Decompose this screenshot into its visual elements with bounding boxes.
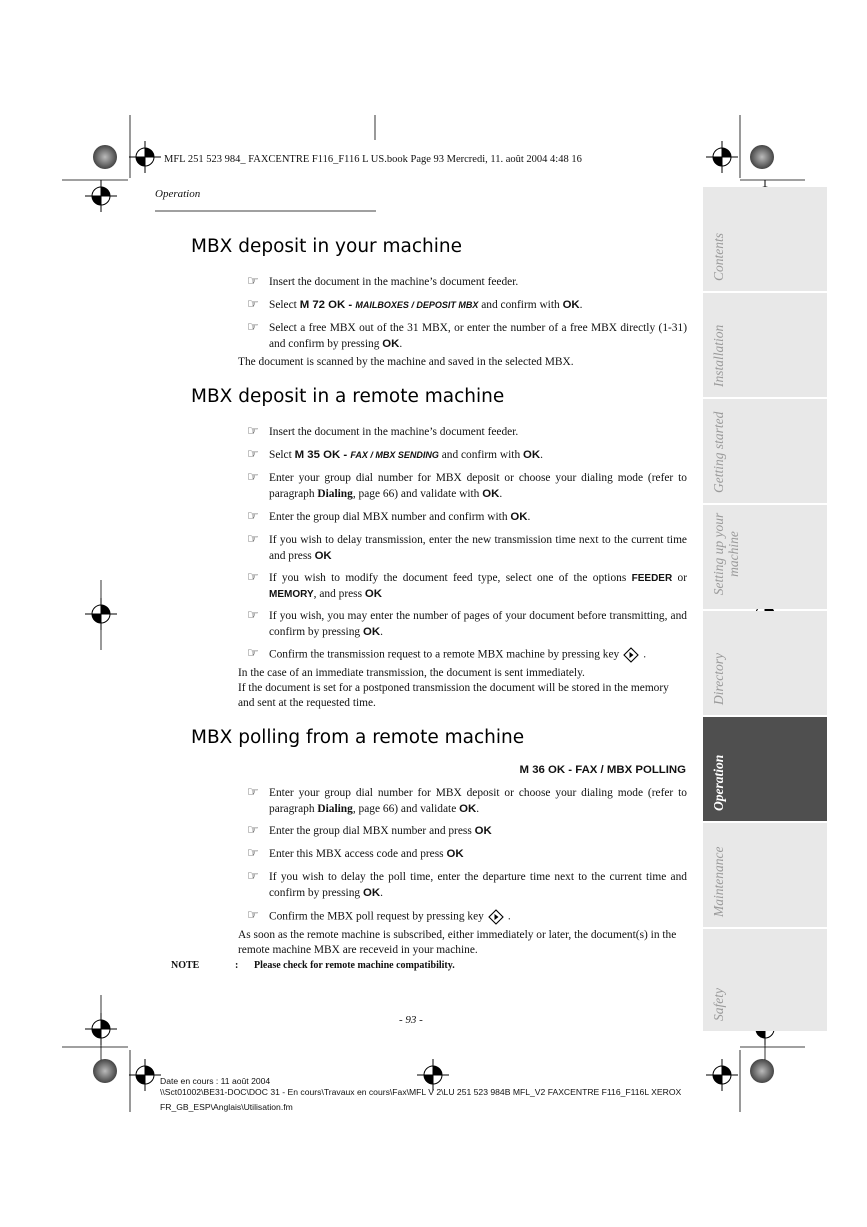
dialing-ref: Dialing — [317, 802, 353, 815]
step-text: . — [579, 299, 583, 311]
page-number: - 93 - — [399, 1014, 423, 1026]
start-key-icon — [623, 647, 639, 663]
tab-label: Setting up your machine — [711, 512, 741, 596]
pointing-hand-icon: ☞ — [247, 532, 259, 547]
ok-key: OK — [482, 487, 500, 500]
menu-code: M 35 OK - — [294, 449, 351, 461]
footer-file: FR_GB_ESP\Anglais\Utilisation.fm — [160, 1102, 293, 1112]
tab-getting-started[interactable] — [703, 399, 827, 503]
pointing-hand-icon: ☞ — [247, 447, 259, 462]
tab-maintenance[interactable] — [703, 823, 827, 927]
tab-label: Maintenance — [711, 846, 726, 917]
note-text: Please check for remote machine compatibility. — [254, 960, 455, 971]
ok-key: OK — [459, 802, 477, 815]
note-label: NOTE — [171, 960, 200, 971]
pointing-hand-icon: ☞ — [247, 608, 259, 623]
step-text: . — [507, 910, 511, 923]
ok-key: OK — [446, 848, 464, 860]
step-text: If you wish, you may enter the number of pages of your document before transmitting, and confirm by pressing — [269, 610, 687, 638]
tab-operation[interactable] — [703, 717, 827, 821]
tab-contents[interactable] — [703, 187, 827, 291]
pointing-hand-icon: ☞ — [247, 908, 259, 923]
tab-label: Safety — [711, 988, 726, 1021]
note-separator: : — [235, 960, 239, 971]
pointing-hand-icon: ☞ — [247, 297, 259, 312]
section-title: MBX deposit in a remote machine — [191, 386, 505, 407]
step-text: and confirm with — [478, 299, 563, 311]
step-text: Select a free MBX out of the 31 MBX, or enter the number of a free MBX directly (1-31) and confirm by pressing — [269, 322, 687, 350]
option-feeder: FEEDER — [631, 573, 673, 584]
step-text: . — [499, 487, 503, 500]
menu-path: MAILBOXES / DEPOSIT MBX — [355, 300, 479, 310]
step-text: or — [672, 572, 687, 584]
print-header: MFL 251 523 984_ FAXCENTRE F116_F116 L US.book Page 93 Mercredi, 11. août 2004 4:48 16 — [164, 154, 582, 165]
pointing-hand-icon: ☞ — [247, 823, 259, 838]
tab-safety[interactable] — [703, 929, 827, 1031]
ok-key: OK — [562, 299, 580, 311]
step-text: Enter this MBX access code and press — [269, 848, 447, 860]
ok-key: OK — [362, 886, 381, 899]
step-text: Enter the group dial MBX number and confirm with — [269, 511, 511, 523]
step-text: Enter your group dial number for MBX deposit or choose your dialing mode (refer to paragraph — [269, 472, 687, 500]
step-text: . — [476, 802, 480, 815]
section-title: MBX polling from a remote machine — [191, 727, 525, 748]
tab-label: Operation — [711, 754, 726, 811]
ok-key: OK — [474, 825, 492, 837]
step-text: Insert the document in the machine’s document feeder. — [269, 426, 519, 438]
pointing-hand-icon: ☞ — [247, 646, 259, 661]
step-text: , page 66) and validate — [352, 802, 460, 815]
tab-installation[interactable] — [703, 293, 827, 397]
ok-key: OK — [523, 449, 541, 461]
paragraph: If the document is set for a postponed transmission the document will be stored in the memory and sent at the requested time. — [238, 682, 669, 709]
step-text: Confirm the transmission request to a remote MBX machine by pressing key — [269, 648, 620, 661]
ok-key: OK — [364, 587, 382, 600]
tab-label: Getting started — [711, 411, 726, 493]
step-text: . — [399, 337, 403, 350]
menu-shortcut: M 36 OK - FAX / MBX POLLING — [519, 764, 686, 776]
option-memory: MEMORY — [269, 588, 314, 600]
pointing-hand-icon: ☞ — [247, 320, 259, 335]
paragraph: The document is scanned by the machine and saved in the selected MBX. — [238, 356, 574, 368]
step-text: Enter the group dial MBX number and press — [269, 825, 475, 837]
step-text: Selct — [269, 449, 295, 461]
step-text: If you wish to delay the poll time, enter the departure time next to the current time and confirm by pressing — [269, 871, 687, 899]
step-text: Confirm the MBX poll request by pressing key — [269, 910, 484, 923]
step-text: . — [643, 648, 647, 661]
step-text: and confirm with — [438, 449, 523, 461]
ok-key: OK — [314, 549, 332, 562]
section-title: MBX deposit in your machine — [191, 236, 463, 257]
step-text: Select — [269, 299, 300, 311]
pointing-hand-icon: ☞ — [247, 570, 259, 585]
step-text: . — [380, 886, 383, 899]
ok-key: OK — [382, 337, 400, 350]
pointing-hand-icon: ☞ — [247, 274, 259, 289]
footer-path: \\Sct01002\BE31-DOC\DOC 31 - En cours\Travaux en cours\Fax\MFL V 2\LU 251 523 984B MFL_V2 FAXCENTRE F116_F116L XEROX — [160, 1087, 682, 1097]
step-text: Enter your group dial number for MBX deposit or choose your dialing mode (refer to paragraph — [269, 787, 687, 815]
step-text: If you wish to modify the document feed type, select one of the options — [269, 572, 632, 584]
running-head: Operation — [155, 188, 201, 200]
step-text: , and press — [313, 587, 365, 600]
pointing-hand-icon: ☞ — [247, 509, 259, 524]
paragraph: In the case of an immediate transmission, the document is sent immediately. — [238, 667, 585, 679]
pointing-hand-icon: ☞ — [247, 869, 259, 884]
tab-label: Directory — [711, 653, 726, 705]
step-text: If you wish to delay transmission, enter the new transmission time next to the current time and press — [269, 534, 687, 562]
pointing-hand-icon: ☞ — [247, 424, 259, 439]
step-text: . — [527, 511, 531, 523]
step-text: . — [540, 449, 543, 461]
pointing-hand-icon: ☞ — [247, 846, 259, 861]
tab-label: Contents — [711, 232, 726, 281]
ok-key: OK — [362, 625, 381, 638]
step-text: . — [380, 625, 383, 638]
ok-key: OK — [510, 511, 528, 523]
step-text: , page 66) and validate with — [352, 487, 483, 500]
footer-date: Date en cours : 11 août 2004 — [160, 1076, 271, 1086]
start-key-icon — [488, 909, 504, 925]
pointing-hand-icon: ☞ — [247, 785, 259, 800]
pointing-hand-icon: ☞ — [247, 470, 259, 485]
step-text: Insert the document in the machine’s document feeder. — [269, 276, 519, 288]
menu-code: M 72 OK - — [299, 299, 356, 311]
tab-label: Installation — [711, 324, 726, 387]
dialing-ref: Dialing — [317, 487, 353, 500]
paragraph: As soon as the remote machine is subscribed, either immediately or later, the document(s) in the remote machine MBX are receveid in your machine. — [238, 929, 677, 956]
tab-directory[interactable] — [703, 611, 827, 715]
menu-path: FAX / MBX SENDING — [350, 450, 439, 460]
tab-setting-up[interactable] — [703, 505, 827, 609]
